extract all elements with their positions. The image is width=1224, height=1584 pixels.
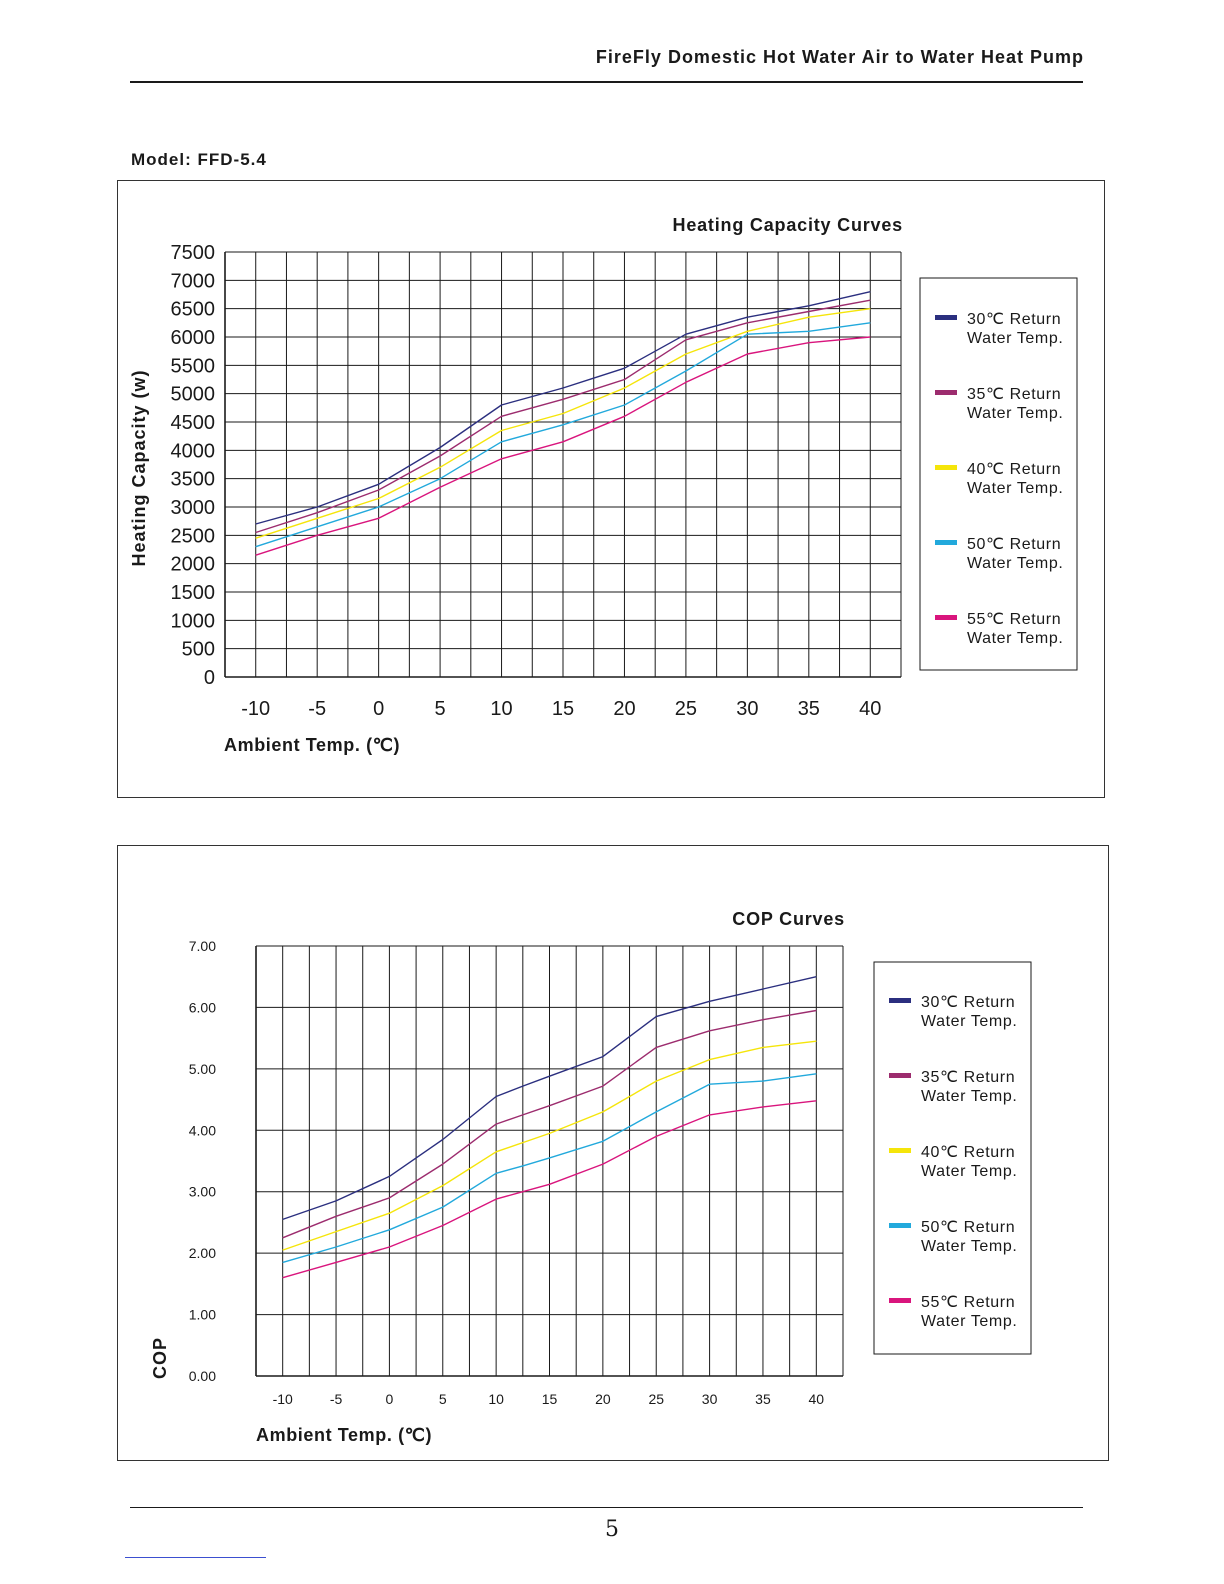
legend-swatch-2 bbox=[889, 1148, 911, 1153]
y-axis-label: Heating Capacity (w) bbox=[129, 369, 149, 567]
legend-swatch-2 bbox=[935, 465, 957, 470]
y-tick-label: 1.00 bbox=[188, 1306, 216, 1323]
y-tick-label: 7.00 bbox=[188, 938, 216, 954]
chart-title: Heating Capacity Curves bbox=[672, 215, 903, 235]
y-tick-label: 3000 bbox=[170, 497, 215, 519]
x-tick-label: 40 bbox=[808, 1391, 825, 1407]
legend-label-line2: Water Temp. bbox=[921, 1313, 1018, 1330]
y-tick-label: 5000 bbox=[170, 383, 215, 406]
x-tick-label: 30 bbox=[736, 698, 759, 720]
x-axis-label: Ambient Temp. (℃) bbox=[224, 735, 401, 755]
x-tick-label: 5 bbox=[434, 698, 446, 720]
model-label: Model: FFD-5.4 bbox=[131, 150, 267, 169]
legend-label-line1: 55℃ Return bbox=[921, 1294, 1016, 1311]
x-tick-label: 35 bbox=[797, 698, 820, 720]
legend-label-line1: 35℃ Return bbox=[967, 386, 1062, 403]
legend-swatch-3 bbox=[889, 1223, 911, 1228]
y-tick-label: 4000 bbox=[170, 440, 215, 463]
legend-label-line1: 40℃ Return bbox=[967, 461, 1062, 478]
x-tick-label: 20 bbox=[613, 698, 636, 720]
heating-capacity-chart-panel bbox=[117, 180, 1105, 798]
legend-label-line1: 50℃ Return bbox=[967, 536, 1062, 553]
y-tick-label: 7500 bbox=[170, 242, 215, 264]
x-tick-label: -5 bbox=[329, 1391, 343, 1407]
x-tick-label: 30 bbox=[701, 1391, 718, 1407]
y-tick-label: 2.00 bbox=[188, 1245, 216, 1262]
y-tick-label: 0.00 bbox=[188, 1368, 216, 1384]
footer-link-underline bbox=[125, 1557, 266, 1558]
legend-swatch-1 bbox=[935, 390, 957, 395]
x-tick-label: 40 bbox=[859, 698, 882, 720]
legend-label-line2: Water Temp. bbox=[967, 630, 1064, 647]
legend-label-line1: 50℃ Return bbox=[921, 1219, 1016, 1236]
legend-swatch-4 bbox=[889, 1298, 911, 1303]
x-tick-label: 0 bbox=[373, 698, 385, 720]
cop-chart-panel bbox=[117, 845, 1109, 1461]
legend-label-line2: Water Temp. bbox=[967, 330, 1064, 347]
document-header-title: FireFly Domestic Hot Water Air to Water Heat Pump bbox=[595, 47, 1084, 67]
legend-swatch-1 bbox=[889, 1073, 911, 1078]
heating-capacity-chart bbox=[118, 181, 1104, 797]
legend-label-line1: 30℃ Return bbox=[967, 311, 1062, 328]
footer-rule bbox=[130, 1507, 1083, 1508]
legend-label-line1: 35℃ Return bbox=[921, 1069, 1016, 1086]
x-tick-label: -10 bbox=[241, 698, 271, 720]
x-tick-label: -5 bbox=[308, 698, 327, 720]
y-axis-label: COP bbox=[150, 1336, 170, 1380]
y-tick-label: 5.00 bbox=[188, 1060, 216, 1077]
legend-swatch-4 bbox=[935, 615, 957, 620]
legend-label-line2: Water Temp. bbox=[921, 1088, 1018, 1105]
y-tick-label: 6.00 bbox=[188, 999, 216, 1016]
y-tick-label: 2500 bbox=[170, 525, 215, 548]
x-tick-label: 0 bbox=[385, 1391, 394, 1407]
x-tick-label: 25 bbox=[674, 698, 698, 720]
page-number: 5 bbox=[605, 1517, 619, 1542]
legend-label-line2: Water Temp. bbox=[967, 480, 1064, 497]
y-tick-label: 7000 bbox=[170, 270, 215, 293]
y-tick-label: 1000 bbox=[170, 610, 215, 633]
legend-swatch-0 bbox=[935, 315, 957, 320]
x-axis-label: Ambient Temp. (℃) bbox=[256, 1425, 433, 1445]
legend-label-line2: Water Temp. bbox=[967, 555, 1064, 572]
x-tick-label: -10 bbox=[272, 1391, 293, 1407]
x-tick-label: 5 bbox=[438, 1391, 447, 1407]
x-tick-label: 20 bbox=[595, 1391, 611, 1407]
legend-label-line1: 40℃ Return bbox=[921, 1144, 1016, 1161]
y-tick-label: 1500 bbox=[170, 582, 215, 604]
x-tick-label: 25 bbox=[648, 1391, 665, 1407]
y-tick-label: 0 bbox=[203, 667, 215, 689]
y-tick-label: 500 bbox=[181, 638, 215, 661]
x-tick-label: 10 bbox=[488, 1391, 504, 1407]
legend-swatch-0 bbox=[889, 998, 911, 1003]
legend-label-line2: Water Temp. bbox=[921, 1013, 1018, 1030]
y-tick-label: 4.00 bbox=[188, 1122, 216, 1139]
y-tick-label: 6000 bbox=[170, 327, 215, 349]
y-tick-label: 2000 bbox=[170, 553, 215, 576]
y-tick-label: 3.00 bbox=[188, 1183, 216, 1200]
y-tick-label: 3500 bbox=[170, 468, 215, 491]
x-tick-label: 10 bbox=[490, 698, 513, 720]
y-tick-label: 5500 bbox=[170, 355, 215, 378]
y-tick-label: 6500 bbox=[170, 298, 215, 321]
x-tick-label: 15 bbox=[541, 1391, 558, 1407]
cop-chart bbox=[118, 846, 1108, 1460]
header-rule bbox=[130, 81, 1083, 83]
chart-title: COP Curves bbox=[732, 909, 845, 929]
legend-label-line1: 55℃ Return bbox=[967, 611, 1062, 628]
legend-label-line2: Water Temp. bbox=[967, 405, 1064, 422]
legend-swatch-3 bbox=[935, 540, 957, 545]
legend-label-line2: Water Temp. bbox=[921, 1163, 1018, 1180]
legend-label-line1: 30℃ Return bbox=[921, 994, 1016, 1011]
y-tick-label: 4500 bbox=[170, 412, 215, 434]
legend-label-line2: Water Temp. bbox=[921, 1238, 1018, 1255]
x-tick-label: 15 bbox=[551, 698, 575, 720]
x-tick-label: 35 bbox=[755, 1391, 771, 1407]
